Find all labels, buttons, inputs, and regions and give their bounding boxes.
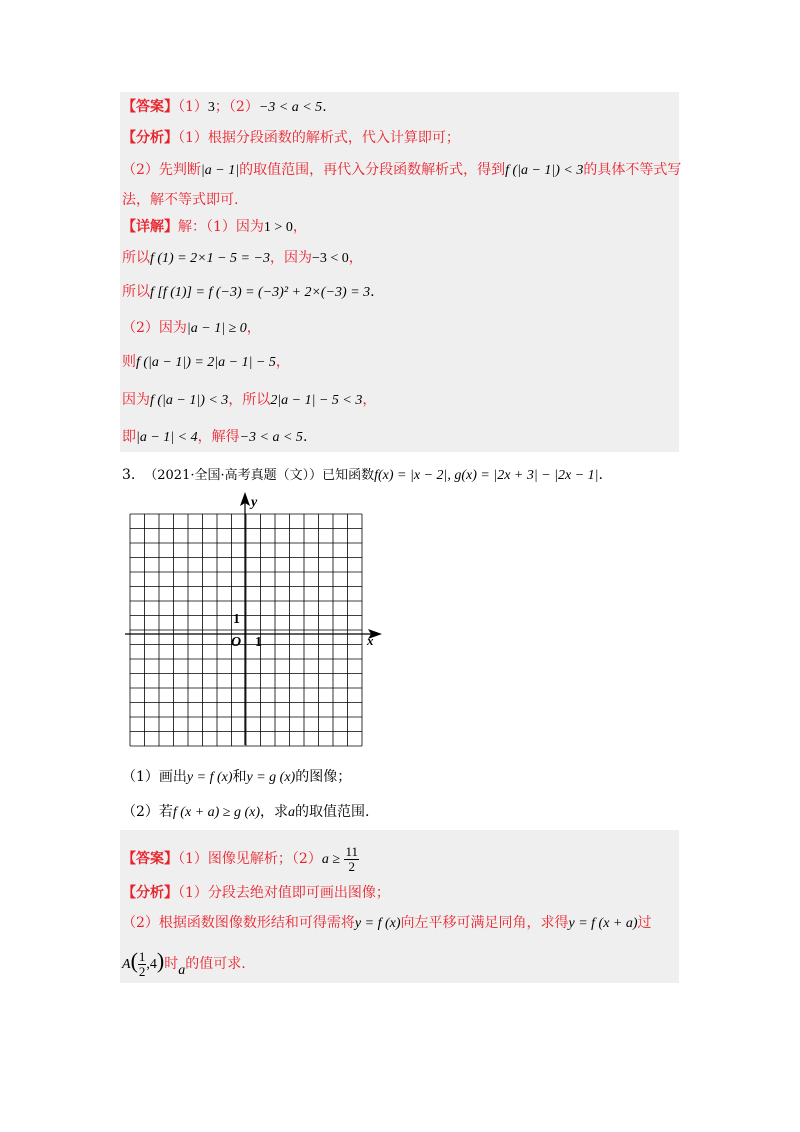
analysis-text-2a: （2）先判断 — [122, 162, 201, 178]
analysis-2-math-2: y = f (x + a) — [568, 916, 638, 931]
answer-2-numerator: 11 — [345, 843, 358, 859]
answer-2-text: （1）图像见解析；（2） — [178, 851, 322, 867]
detail-text-6c: ， — [362, 392, 377, 408]
detail-text-1b: ， — [292, 219, 307, 235]
point-a-label: A — [122, 957, 131, 972]
q2-math: f (x + a) ≥ g (x) — [172, 805, 261, 820]
detail-math-2b: −3 < 0 — [311, 251, 349, 266]
q1-text-b: 和 — [232, 769, 247, 785]
detail-math-4: |a − 1| ≥ 0 — [186, 321, 247, 336]
analysis-text-3: 法，解不等式即可. — [122, 192, 239, 208]
point-a-denominator: 2 — [138, 963, 146, 979]
answer-end: . — [322, 99, 327, 115]
answer-separator: ；（2） — [214, 99, 259, 115]
detail-math-2: f (1) = 2×1 − 5 = −3 — [150, 251, 270, 266]
detail-math-7b: −3 < a < 5 — [239, 430, 303, 445]
y-tick-label: 1 — [233, 612, 240, 627]
analysis-2-line-3 — [122, 944, 246, 988]
question-source: （2021·全国·高考真题（文））已知函数 — [144, 468, 375, 483]
y-axis-label: y — [251, 495, 258, 510]
detail-line-2 — [122, 248, 363, 269]
detail-text-7b: ，解得 — [197, 429, 240, 445]
analysis-2-text-3b: 时 — [164, 956, 179, 972]
sub-question-2 — [122, 802, 369, 823]
answer-2-math: a ≥ — [321, 852, 341, 867]
q1-math-1: y = f (x) — [186, 770, 233, 785]
q1-text-a: （1）画出 — [122, 769, 187, 785]
detail-line-3 — [122, 282, 375, 303]
origin-label: O — [231, 635, 242, 650]
analysis-2-math-a: a — [178, 963, 186, 978]
answer-line-1 — [122, 97, 327, 118]
detail-math-1: 1 > 0 — [263, 220, 293, 235]
detail-line-7 — [122, 427, 307, 448]
detail-math-3: f [f (1)] = f (−3) = (−3)² + 2×(−3) = 3 — [150, 285, 371, 300]
detail-line-4 — [122, 318, 261, 339]
detail-text-4a: （2）因为 — [122, 320, 187, 336]
detail-text-7a: 即 — [122, 429, 136, 445]
x-tick-label: 1 — [255, 635, 262, 650]
detail-text-7c: . — [302, 429, 308, 445]
grid-lines — [130, 514, 362, 746]
point-a-numerator: 1 — [138, 948, 146, 964]
analysis-line-3 — [122, 190, 238, 210]
q2-math-a: a — [288, 805, 296, 820]
answer-2-fraction — [344, 845, 359, 874]
analysis-text-2c: 的具体不等式写 — [583, 162, 682, 178]
detail-text-6a: 因为 — [122, 392, 150, 408]
point-a-y: ,4 — [146, 957, 157, 972]
detail-text-5b: ， — [275, 354, 290, 370]
analysis-line-1 — [122, 128, 460, 148]
detail-text-2c: ， — [348, 250, 363, 266]
q2-text-b: ，求 — [260, 804, 289, 820]
coordinate-grid — [120, 490, 390, 755]
analysis-2-line-1 — [122, 883, 390, 903]
q2-text-a: （2）若 — [122, 804, 173, 820]
detail-tag: 【详解】 — [122, 219, 178, 235]
q2-text-c: 的取值范围. — [295, 804, 370, 820]
q1-math-2: y = g (x) — [246, 770, 296, 785]
detail-math-5: f (|a − 1|) = 2|a − 1| − 5 — [136, 355, 276, 370]
question-number: 3. — [122, 467, 136, 483]
y-axis — [240, 492, 250, 745]
answer-line-2 — [122, 842, 359, 877]
q1-text-c: 的图像； — [295, 769, 352, 785]
detail-math-6b: 2|a − 1| − 5 < 3 — [270, 393, 363, 408]
right-paren: ) — [156, 948, 165, 973]
detail-line-1 — [122, 217, 307, 238]
analysis-text-1: （1）根据分段函数的解析式，代入计算即可； — [178, 130, 460, 146]
analysis-2-text-2c: 过 — [637, 915, 652, 931]
analysis-math-1: |a − 1| — [200, 163, 240, 178]
left-paren: ( — [130, 948, 138, 973]
detail-math-6: f (|a − 1|) < 3 — [150, 393, 229, 408]
answer-value-1: 3 — [207, 100, 215, 115]
question-line — [122, 465, 603, 486]
question-end: . — [598, 467, 603, 483]
detail-text-1a: 解：（1）因为 — [178, 219, 264, 235]
detail-text-5a: 则 — [122, 354, 136, 370]
answer-2-denominator: 2 — [348, 858, 355, 874]
detail-math-7: |a − 1| < 4 — [136, 430, 198, 445]
detail-text-2b: ，因为 — [269, 250, 312, 266]
sub-question-1 — [122, 767, 351, 788]
analysis-line-2 — [122, 160, 681, 181]
x-axis-label: x — [367, 633, 374, 648]
analysis-2-line-2 — [122, 913, 652, 934]
analysis-text-2b: 的取值范围，再代入分段函数解析式，得到 — [239, 162, 506, 178]
detail-line-6 — [122, 390, 376, 411]
question-formula: f(x) = |x − 2|, g(x) = |2x + 3| − |2x − 1| — [374, 468, 599, 483]
detail-text-4b: ， — [246, 320, 261, 336]
analysis-tag: 【分析】 — [122, 130, 178, 146]
detail-text-6b: ，所以 — [228, 392, 271, 408]
analysis-2-text-1: （1）分段去绝对值即可画出图像； — [178, 885, 390, 901]
answer-value-2: −3 < a < 5 — [258, 100, 323, 115]
detail-line-5 — [122, 352, 290, 373]
analysis-2-text-2a: （2）根据函数图像数形结和可得需将 — [122, 915, 355, 931]
x-axis — [125, 629, 382, 639]
analysis-2-text-3c: 的值可求. — [185, 956, 246, 972]
detail-text-3b: . — [370, 284, 375, 300]
analysis-2-text-2b: 向左平移可满足同角，求得 — [400, 915, 569, 931]
detail-text-2a: 所以 — [122, 250, 150, 266]
analysis-2-math-1: y = f (x) — [354, 916, 401, 931]
analysis-tag-2: 【分析】 — [122, 885, 178, 901]
answer-part1-label: （1） — [178, 99, 208, 115]
answer-tag-2: 【答案】 — [122, 851, 178, 867]
detail-text-3a: 所以 — [122, 284, 150, 300]
analysis-math-2: f (|a − 1|) < 3 — [505, 163, 584, 178]
answer-tag: 【答案】 — [122, 99, 178, 115]
